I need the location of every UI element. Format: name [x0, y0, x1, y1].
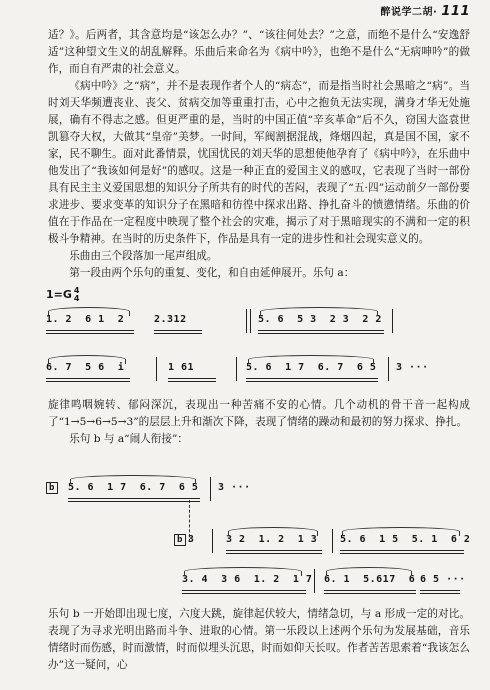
bar-line	[212, 529, 213, 553]
slur	[326, 567, 412, 576]
measure: 3 ···	[396, 362, 429, 373]
bar-line	[388, 357, 389, 381]
paragraph: 乐句 b 与 a“闹人衔接”：	[69, 433, 188, 445]
bar-line	[332, 529, 333, 553]
measure: 6 5 ···	[420, 573, 460, 594]
slur	[48, 307, 130, 316]
slur	[184, 567, 302, 576]
score-line-3	[46, 481, 470, 501]
running-header	[381, 3, 470, 19]
bar-line	[236, 357, 237, 381]
score-line-5	[182, 573, 470, 593]
paragraph: 适？》。后两者，其含意均是“该怎么办？”、“该往何处去？”之意，而绝不是什么“安逸舒适”这种望文生义的胡乱解释。乐曲后来命名为《病中吟》，也绝不是什么“无病呻吟”的做作，而自有严肃的社会意义。	[48, 29, 470, 75]
score-line-1	[46, 313, 470, 333]
measure: 2.312	[154, 313, 202, 334]
measure: 3. 4 3 6 1. 2 1 7	[182, 573, 306, 594]
slur	[228, 527, 318, 536]
key-signature	[46, 287, 79, 303]
measure: 3 ···	[218, 482, 251, 493]
measure: 5. 6 1 7 6. 7 6 5	[246, 361, 378, 382]
analysis-text	[48, 397, 470, 448]
measure: 6. 7 5 6 i	[46, 361, 130, 382]
paragraph: 旋律鸣咽婉转、郁闷深沉，表现出一种苦痛不安的心情。几个动机的骨干音一起构成了“1→5→6→5→3”的层层上升和渐次下降，表现了情绪的躁动和最初的努力探求、挣扎。	[48, 399, 470, 428]
bar-line	[246, 309, 251, 333]
phrase-label-b: b	[46, 482, 58, 494]
score-line-4	[174, 533, 470, 553]
bar-line	[314, 569, 315, 593]
measure: 5. 6 1 5 5. 1 6 2	[340, 533, 464, 554]
time-signature: 4 4	[73, 286, 80, 303]
paragraph: 乐句 b 一开始即出现七度，六度大跳，旋律起伏较大，情绪急切，与 a 形成一定的对比。表现了为寻求光明出路而斗争、进取的心情。第一乐段以上述两个乐句为发展基础，音乐情绪时而伤感，时而激情，时而似埋头沉思，时而如仰天长叹。作者苦苦思索着“我该怎么办”这一疑问，心	[48, 608, 470, 671]
header-title: 醉说学二胡·	[380, 7, 438, 18]
phrase-label-b1: b	[174, 534, 186, 546]
measure: 6. 1 5.617 6	[324, 573, 416, 594]
score-line-2	[46, 361, 470, 381]
paragraph: 第一段由两个乐句的重复、变化，和自由延伸展开。乐句 a：	[69, 267, 355, 279]
paragraph: 《病中吟》之“病”，并不是表现作者个人的“病态”，而是指当时社会黑暗之“病”。当时刘天华频遭丧业、丧父、贫病交加等重重打击，心中之抱负无法实现，满身才华无处施展，确有不得志之感。但更严重的是，当时的中国正值“辛亥革命”后不久，窃国大盗袁世凯篡夺大权，大做其“皇帝”美梦。一时间，军阀割据混战，烽烟四起，真是国不国，家不家，民不聊生。面对此番情景，忧国忧民的刘天华的思想使他孕育了《病中吟》，在乐曲中他发出了“我该如何是好”的感叹。这是一种正直的爱国主义的感叹，它表现了当时一部份具有民主主义爱国思想的知识分子所共有的时代的苦闷，表现了“五·四”运动前夕一部份要求进步、要求变革的知识分子在黑暗和彷徨中探求出路、挣扎奋斗的愤懑情绪。乐曲的价值在于作品在一定程度中映现了整个社会的灾难，揭示了对于黑暗现实的不满和一定的积极斗争精神。在当时的历史条件下，作品是具有一定的进步性和社会现实意义的。	[48, 80, 470, 245]
slur	[260, 307, 378, 316]
bar-line	[392, 309, 393, 333]
measure: 1 61	[168, 361, 216, 382]
paragraph: 乐曲由三个段落加一尾声组成。	[69, 250, 218, 262]
measure: 3	[187, 534, 195, 545]
measure: 1. 2 6 1 2	[46, 313, 134, 334]
key-label: 1=G	[46, 288, 72, 301]
closing-text	[48, 606, 470, 674]
slur	[48, 355, 126, 364]
slur	[342, 527, 460, 536]
measure: 3 2 1. 2 1 3	[226, 533, 322, 554]
bar-line	[210, 477, 211, 501]
measure: 5. 6 5 3 2 3 2 2	[258, 313, 384, 334]
measure: 5. 6 1 7 6. 7 6 5	[68, 481, 200, 502]
slur	[70, 475, 196, 484]
intro-text	[48, 27, 470, 282]
page-number: 111	[441, 4, 470, 19]
slur	[248, 355, 374, 364]
bar-line	[156, 357, 157, 381]
